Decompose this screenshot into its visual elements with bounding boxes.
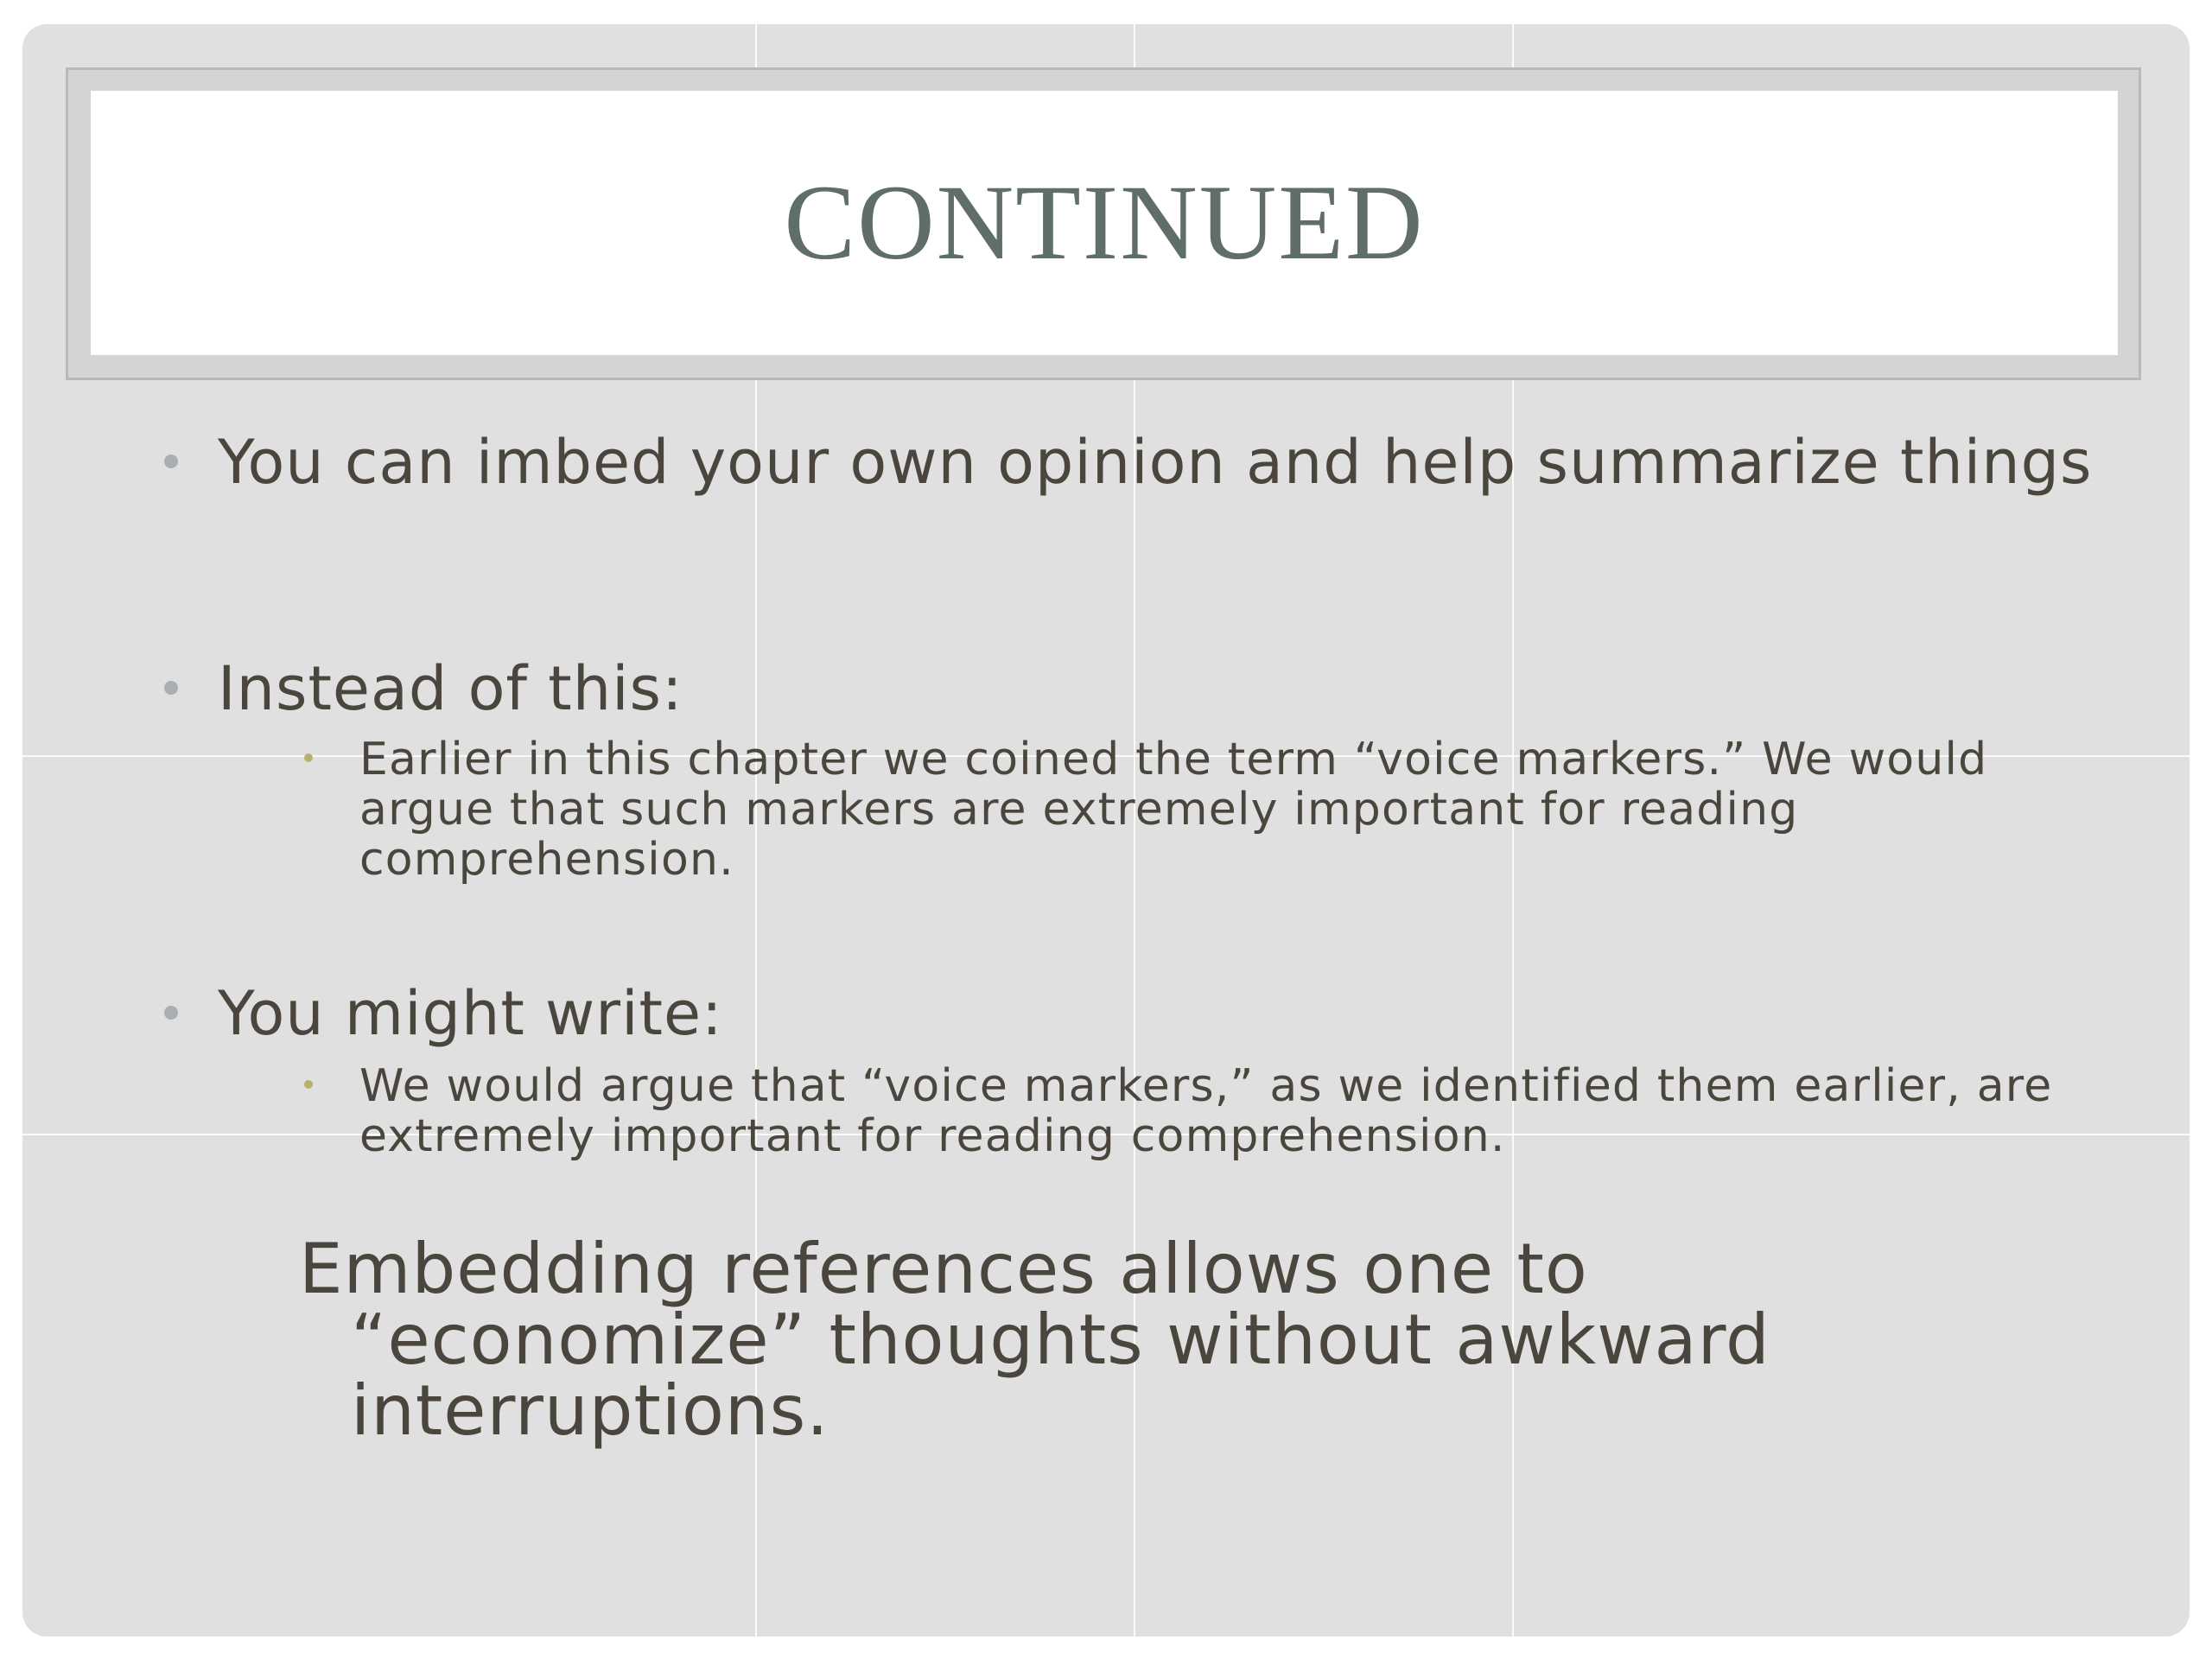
- sub-bullet-item: [304, 1061, 2105, 1161]
- sub-bullet-text: Earlier in this chapter we coined the term “voice markers.” We would argue that such markers are extremely important for reading comprehension.: [359, 734, 1988, 886]
- slide-title: CONTINUED: [784, 163, 1425, 282]
- bullet-item: [164, 655, 2119, 722]
- bullet-icon: [164, 681, 178, 695]
- bullet-item: [164, 980, 2119, 1047]
- sub-bullet-item: [304, 734, 2105, 885]
- closing-statement: Embedding references allows one to “economize” thoughts without awkward interruptions.: [299, 1229, 1770, 1451]
- slide: [22, 24, 2190, 1637]
- sub-bullet-icon: [304, 1080, 313, 1089]
- bullet-icon: [164, 1006, 178, 1020]
- bullet-item: [164, 429, 2119, 496]
- bullet-icon: [164, 454, 178, 468]
- bullet-text: You can imbed your own opinion and help summarize things: [218, 427, 2093, 498]
- sub-bullet-text: We would argue that “voice markers,” as we identified them earlier, are extremely important for reading comprehension.: [359, 1060, 2053, 1162]
- bullet-text: Instead of this:: [218, 653, 683, 724]
- slide-body: [22, 24, 2190, 1637]
- sub-bullet-icon: [304, 753, 313, 762]
- bullet-text: You might write:: [218, 978, 723, 1049]
